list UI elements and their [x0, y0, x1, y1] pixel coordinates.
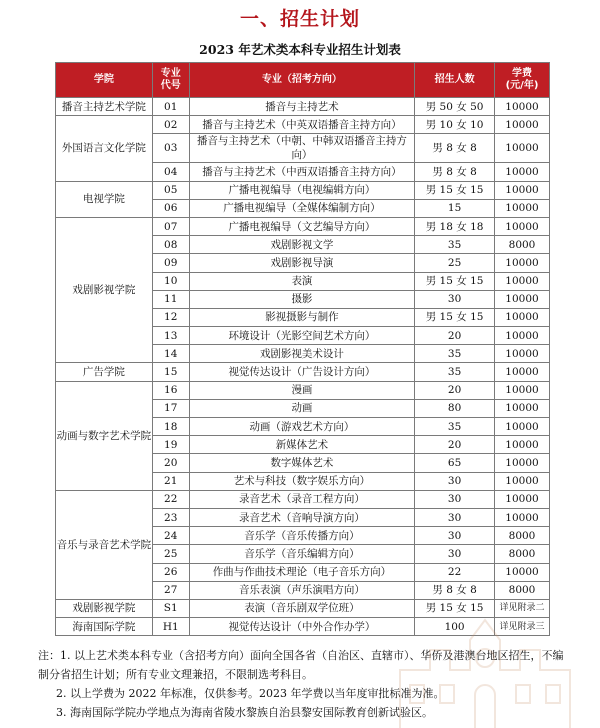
college-cell: 广告学院: [56, 363, 153, 381]
fee-cell: 8000: [495, 545, 550, 563]
count-cell: 80: [415, 399, 495, 417]
major-cell: 动画: [189, 399, 414, 417]
count-cell: 100: [415, 618, 495, 636]
count-cell: 男 15 女 15: [415, 181, 495, 199]
code-cell: 11: [152, 290, 189, 308]
table-row: [56, 363, 550, 381]
count-cell: 35: [415, 418, 495, 436]
fee-cell: 10000: [495, 508, 550, 526]
major-cell: 动画（游戏艺术方向）: [189, 418, 414, 436]
code-cell: 22: [152, 490, 189, 508]
major-cell: 录音艺术（录音工程方向）: [189, 490, 414, 508]
fee-cell: 8000: [495, 527, 550, 545]
count-cell: 30: [415, 472, 495, 490]
count-cell: 30: [415, 545, 495, 563]
major-cell: 戏剧影视文学: [189, 236, 414, 254]
code-cell: 02: [152, 116, 189, 134]
count-cell: 男 10 女 10: [415, 116, 495, 134]
count-cell: 65: [415, 454, 495, 472]
college-cell: 外国语言文化学院: [56, 116, 153, 181]
major-cell: 艺术与科技（数字娱乐方向）: [189, 472, 414, 490]
major-cell: 新媒体艺术: [189, 436, 414, 454]
major-cell: 漫画: [189, 381, 414, 399]
code-cell: 16: [152, 381, 189, 399]
code-cell: H1: [152, 618, 189, 636]
table-row: [56, 490, 550, 508]
code-cell: 05: [152, 181, 189, 199]
code-cell: 14: [152, 345, 189, 363]
table-header-row: [56, 63, 550, 98]
count-cell: 35: [415, 363, 495, 381]
major-cell: 表演: [189, 272, 414, 290]
code-cell: 23: [152, 508, 189, 526]
major-cell: 播音与主持艺术: [189, 98, 414, 116]
table-row: [56, 217, 550, 235]
fee-cell: 10000: [495, 163, 550, 181]
code-cell: 27: [152, 581, 189, 599]
code-cell: S1: [152, 599, 189, 617]
college-cell: 播音主持艺术学院: [56, 98, 153, 116]
count-cell: 30: [415, 527, 495, 545]
table-row: [56, 381, 550, 399]
major-cell: 戏剧影视导演: [189, 254, 414, 272]
fee-cell: 10000: [495, 116, 550, 134]
fee-cell: 10000: [495, 98, 550, 116]
major-cell: 表演（音乐剧双学位班）: [189, 599, 414, 617]
note-1: 注：1. 以上艺术类本科专业（含招考方向）面向全国各省（自治区、直辖市）、华侨及港澳台地区招生，不编: [38, 649, 564, 662]
count-cell: 男 8 女 8: [415, 163, 495, 181]
note-2: 2. 以上学费为 2022 年标准，仅供参考。2023 年学费以当年度审批标准为准。: [56, 687, 445, 700]
table-title: 2023 年艺术类本科专业招生计划表: [199, 42, 401, 57]
fee-cell: 详见附录二: [495, 599, 550, 617]
college-cell: 动画与数字艺术学院: [56, 381, 153, 490]
major-cell: 环境设计（光影空间艺术方向）: [189, 327, 414, 345]
fee-cell: 10000: [495, 418, 550, 436]
note-1-continued: 制分省招生计划；所有专业文理兼招，不限制选考科目。: [38, 668, 313, 681]
count-cell: 男 15 女 15: [415, 599, 495, 617]
code-cell: 19: [152, 436, 189, 454]
major-cell: 广播电视编导（电视编辑方向）: [189, 181, 414, 199]
count-cell: 30: [415, 490, 495, 508]
major-cell: 录音艺术（音响导演方向）: [189, 508, 414, 526]
major-cell: 广播电视编导（全媒体编制方向）: [189, 199, 414, 217]
major-cell: 播音与主持艺术（中朝、中韩双语播音主持方向）: [189, 134, 414, 163]
fee-cell: 10000: [495, 399, 550, 417]
fee-cell: 10000: [495, 254, 550, 272]
count-cell: 20: [415, 436, 495, 454]
table-row: [56, 98, 550, 116]
header-fee: 学费 (元/年): [495, 63, 550, 98]
code-cell: 20: [152, 454, 189, 472]
fee-cell: 10000: [495, 181, 550, 199]
fee-cell: 10000: [495, 563, 550, 581]
college-cell: 电视学院: [56, 181, 153, 217]
fee-cell: 10000: [495, 454, 550, 472]
major-cell: 视觉传达设计（中外合作办学）: [189, 618, 414, 636]
count-cell: 25: [415, 254, 495, 272]
fee-cell: 10000: [495, 472, 550, 490]
college-cell: 海南国际学院: [56, 618, 153, 636]
code-cell: 24: [152, 527, 189, 545]
count-cell: 20: [415, 381, 495, 399]
major-cell: 音乐表演（声乐演唱方向）: [189, 581, 414, 599]
fee-cell: 10000: [495, 134, 550, 163]
campus-building-watermark: [390, 600, 580, 728]
header-major: 专业（招考方向）: [189, 63, 414, 98]
table-row: [56, 181, 550, 199]
college-cell: 音乐与录音艺术学院: [56, 490, 153, 599]
count-cell: 男 8 女 8: [415, 134, 495, 163]
code-cell: 13: [152, 327, 189, 345]
code-cell: 25: [152, 545, 189, 563]
code-cell: 06: [152, 199, 189, 217]
count-cell: 男 15 女 15: [415, 272, 495, 290]
major-cell: 戏剧影视美术设计: [189, 345, 414, 363]
header-college: 学院: [56, 63, 153, 98]
table-body: [56, 98, 550, 636]
count-cell: 15: [415, 199, 495, 217]
count-cell: 男 15 女 15: [415, 308, 495, 326]
fee-cell: 10000: [495, 199, 550, 217]
code-cell: 03: [152, 134, 189, 163]
fee-cell: 10000: [495, 490, 550, 508]
code-cell: 12: [152, 308, 189, 326]
code-cell: 04: [152, 163, 189, 181]
major-cell: 作曲与作曲技术理论（电子音乐方向）: [189, 563, 414, 581]
college-cell: 戏剧影视学院: [56, 599, 153, 617]
fee-cell: 10000: [495, 290, 550, 308]
major-cell: 播音与主持艺术（中西双语播音主持方向）: [189, 163, 414, 181]
code-cell: 15: [152, 363, 189, 381]
major-cell: 数字媒体艺术: [189, 454, 414, 472]
fee-cell: 10000: [495, 363, 550, 381]
header-code: 专业 代号: [152, 63, 189, 98]
fee-cell: 详见附录三: [495, 618, 550, 636]
count-cell: 男 50 女 50: [415, 98, 495, 116]
major-cell: 摄影: [189, 290, 414, 308]
header-count: 招生人数: [415, 63, 495, 98]
note-3: 3. 海南国际学院办学地点为海南省陵水黎族自治县黎安国际教育创新试验区。: [56, 706, 433, 719]
code-cell: 21: [152, 472, 189, 490]
code-cell: 10: [152, 272, 189, 290]
fee-cell: 8000: [495, 236, 550, 254]
code-cell: 17: [152, 399, 189, 417]
count-cell: 30: [415, 290, 495, 308]
fee-cell: 10000: [495, 327, 550, 345]
fee-cell: 8000: [495, 581, 550, 599]
code-cell: 18: [152, 418, 189, 436]
enrollment-plan-table: [55, 62, 550, 636]
major-cell: 视觉传达设计（广告设计方向）: [189, 363, 414, 381]
code-cell: 08: [152, 236, 189, 254]
fee-cell: 10000: [495, 381, 550, 399]
section-heading: 一、招生计划: [239, 8, 360, 30]
major-cell: 音乐学（音乐编辑方向）: [189, 545, 414, 563]
fee-cell: 10000: [495, 217, 550, 235]
fee-cell: 10000: [495, 272, 550, 290]
code-cell: 01: [152, 98, 189, 116]
count-cell: 20: [415, 327, 495, 345]
code-cell: 09: [152, 254, 189, 272]
college-cell: 戏剧影视学院: [56, 217, 153, 363]
major-cell: 音乐学（音乐传播方向）: [189, 527, 414, 545]
count-cell: 35: [415, 236, 495, 254]
fee-cell: 10000: [495, 436, 550, 454]
major-cell: 影视摄影与制作: [189, 308, 414, 326]
major-cell: 播音与主持艺术（中英双语播音主持方向）: [189, 116, 414, 134]
code-cell: 07: [152, 217, 189, 235]
fee-cell: 10000: [495, 345, 550, 363]
count-cell: 男 8 女 8: [415, 581, 495, 599]
count-cell: 22: [415, 563, 495, 581]
table-row: [56, 116, 550, 134]
count-cell: 30: [415, 508, 495, 526]
major-cell: 广播电视编导（文艺编导方向）: [189, 217, 414, 235]
code-cell: 26: [152, 563, 189, 581]
fee-cell: 10000: [495, 308, 550, 326]
count-cell: 男 18 女 18: [415, 217, 495, 235]
count-cell: 35: [415, 345, 495, 363]
